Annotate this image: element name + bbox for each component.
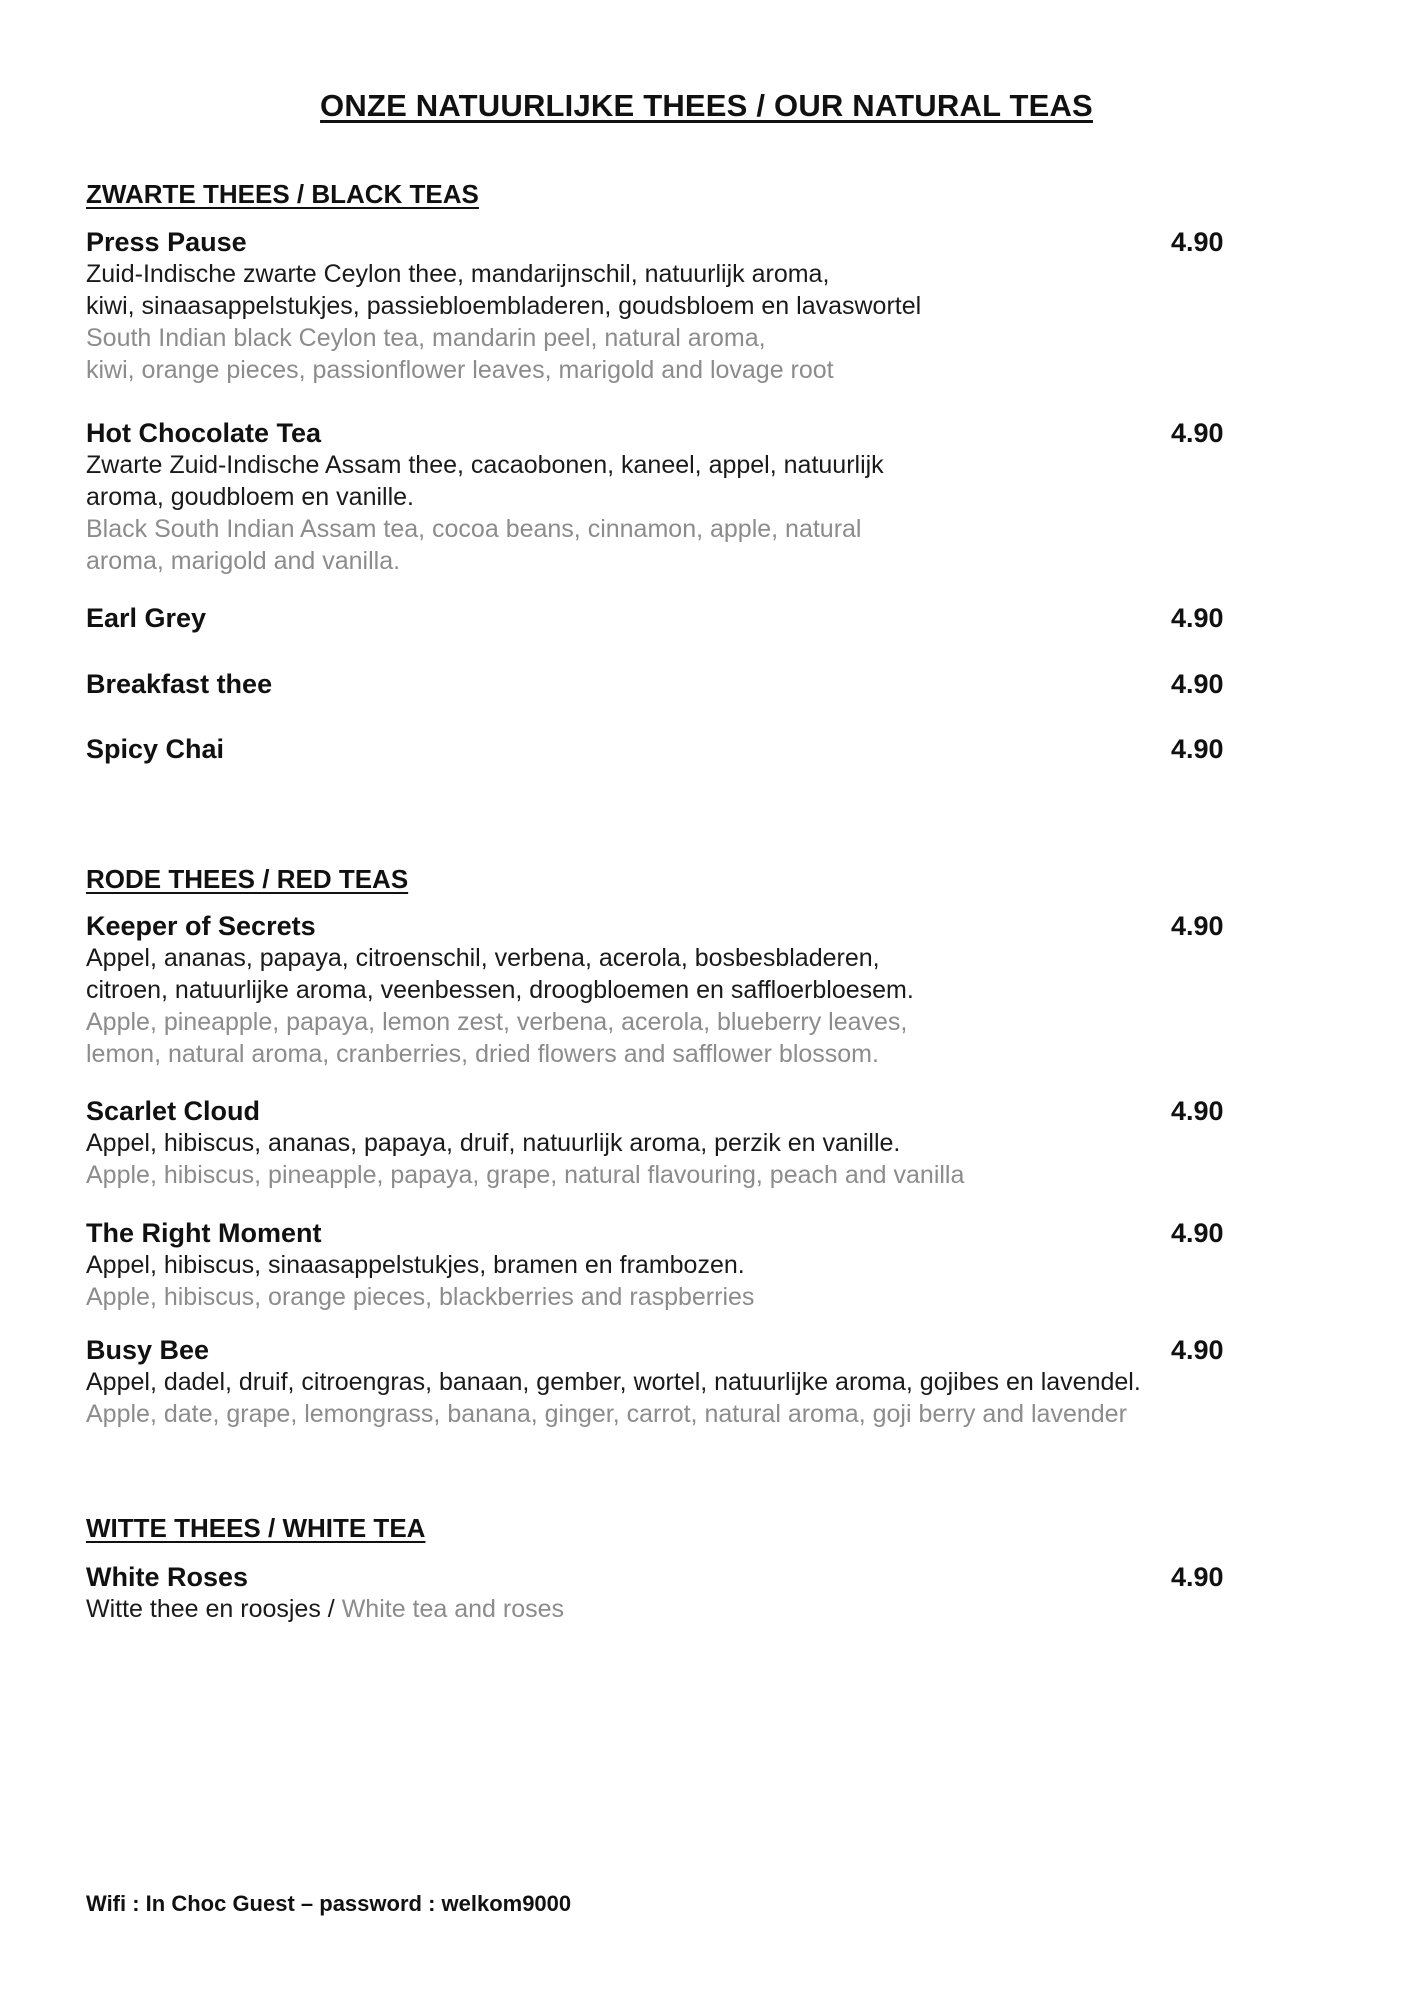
item-price: 4.90 <box>1171 227 1224 257</box>
item-price: 4.90 <box>1171 1218 1224 1248</box>
section-heading-red-teas: RODE THEES / RED TEAS <box>86 864 409 894</box>
item-price: 4.90 <box>1171 418 1224 448</box>
item-description-nl: Appel, hibiscus, sinaasappelstukjes, bramen en frambozen. <box>86 1251 745 1279</box>
item-description-en: South Indian black Ceylon tea, mandarin peel, natural aroma, <box>86 324 766 352</box>
menu-item-breakfast-thee <box>86 668 1241 700</box>
page-title: ONZE NATUURLIJKE THEES / OUR NATURAL TEAS <box>320 88 1093 123</box>
section-heading-white-tea: WITTE THEES / WHITE TEA <box>86 1513 426 1543</box>
section-heading-black-teas: ZWARTE THEES / BLACK TEAS <box>86 179 479 209</box>
item-description-en: White tea and roses <box>341 1595 565 1623</box>
item-name: Press Pause <box>86 227 247 257</box>
item-description-nl: Witte thee en roosjes / <box>86 1595 335 1623</box>
item-description-en: Apple, pineapple, papaya, lemon zest, verbena, acerola, blueberry leaves, <box>86 1008 908 1036</box>
item-description-nl: Zuid-Indische zwarte Ceylon thee, mandarijnschil, natuurlijk aroma, <box>86 260 830 288</box>
item-name: Scarlet Cloud <box>86 1096 261 1126</box>
item-name: Spicy Chai <box>86 734 225 764</box>
item-name: Earl Grey <box>86 603 207 633</box>
item-name: White Roses <box>86 1562 249 1592</box>
item-description-en: Black South Indian Assam tea, cocoa beans, cinnamon, apple, natural <box>86 515 862 543</box>
item-description-nl: Appel, hibiscus, ananas, papaya, druif, natuurlijk aroma, perzik en vanille. <box>86 1129 901 1157</box>
item-price: 4.90 <box>1171 1335 1224 1365</box>
item-description-en: kiwi, orange pieces, passionflower leaves, marigold and lovage root <box>86 356 834 384</box>
item-price: 4.90 <box>1171 669 1224 699</box>
item-name: Keeper of Secrets <box>86 911 316 941</box>
item-description-en: aroma, marigold and vanilla. <box>86 547 401 575</box>
menu-item-earl-grey <box>86 602 1241 634</box>
menu-item-scarlet-cloud <box>86 1095 1241 1191</box>
item-price: 4.90 <box>1171 603 1224 633</box>
item-description-nl: Appel, dadel, druif, citroengras, banaan, gember, wortel, natuurlijke aroma, gojibes en lavendel. <box>86 1368 1141 1396</box>
menu-item-press-pause <box>86 226 1241 386</box>
item-description-nl: Appel, ananas, papaya, citroenschil, verbena, acerola, bosbesbladeren, <box>86 944 880 972</box>
menu-item-busy-bee <box>86 1334 1241 1430</box>
item-name: Hot Chocolate Tea <box>86 418 322 448</box>
item-description-nl: Zwarte Zuid-Indische Assam thee, cacaobonen, kaneel, appel, natuurlijk <box>86 451 884 479</box>
item-description-en: Apple, hibiscus, pineapple, papaya, grape, natural flavouring, peach and vanilla <box>86 1161 965 1189</box>
item-description-nl: citroen, natuurlijke aroma, veenbessen, droogbloemen en saffloerbloesem. <box>86 976 914 1004</box>
item-name: Breakfast thee <box>86 669 273 699</box>
menu-item-the-right-moment <box>86 1217 1241 1313</box>
menu-item-white-roses <box>86 1561 1241 1625</box>
item-description-nl: aroma, goudbloem en vanille. <box>86 483 414 511</box>
item-name: The Right Moment <box>86 1218 322 1248</box>
wifi-info: Wifi : In Choc Guest – password : welkom9000 <box>86 1891 572 1916</box>
item-description-en: Apple, date, grape, lemongrass, banana, ginger, carrot, natural aroma, goji berry and lavender <box>86 1400 1127 1428</box>
item-description-nl: kiwi, sinaasappelstukjes, passiebloembladeren, goudsbloem en lavaswortel <box>86 292 922 320</box>
item-price: 4.90 <box>1171 734 1224 764</box>
item-description-en: lemon, natural aroma, cranberries, dried flowers and safflower blossom. <box>86 1040 879 1068</box>
menu-item-hot-chocolate-tea <box>86 417 1241 577</box>
item-price: 4.90 <box>1171 1096 1224 1126</box>
menu-item-spicy-chai <box>86 733 1241 765</box>
item-price: 4.90 <box>1171 911 1224 941</box>
item-description <box>86 1593 1241 1625</box>
item-description-en: Apple, hibiscus, orange pieces, blackberries and raspberries <box>86 1283 755 1311</box>
item-name: Busy Bee <box>86 1335 210 1365</box>
item-price: 4.90 <box>1171 1562 1224 1592</box>
menu-item-keeper-of-secrets <box>86 910 1241 1070</box>
